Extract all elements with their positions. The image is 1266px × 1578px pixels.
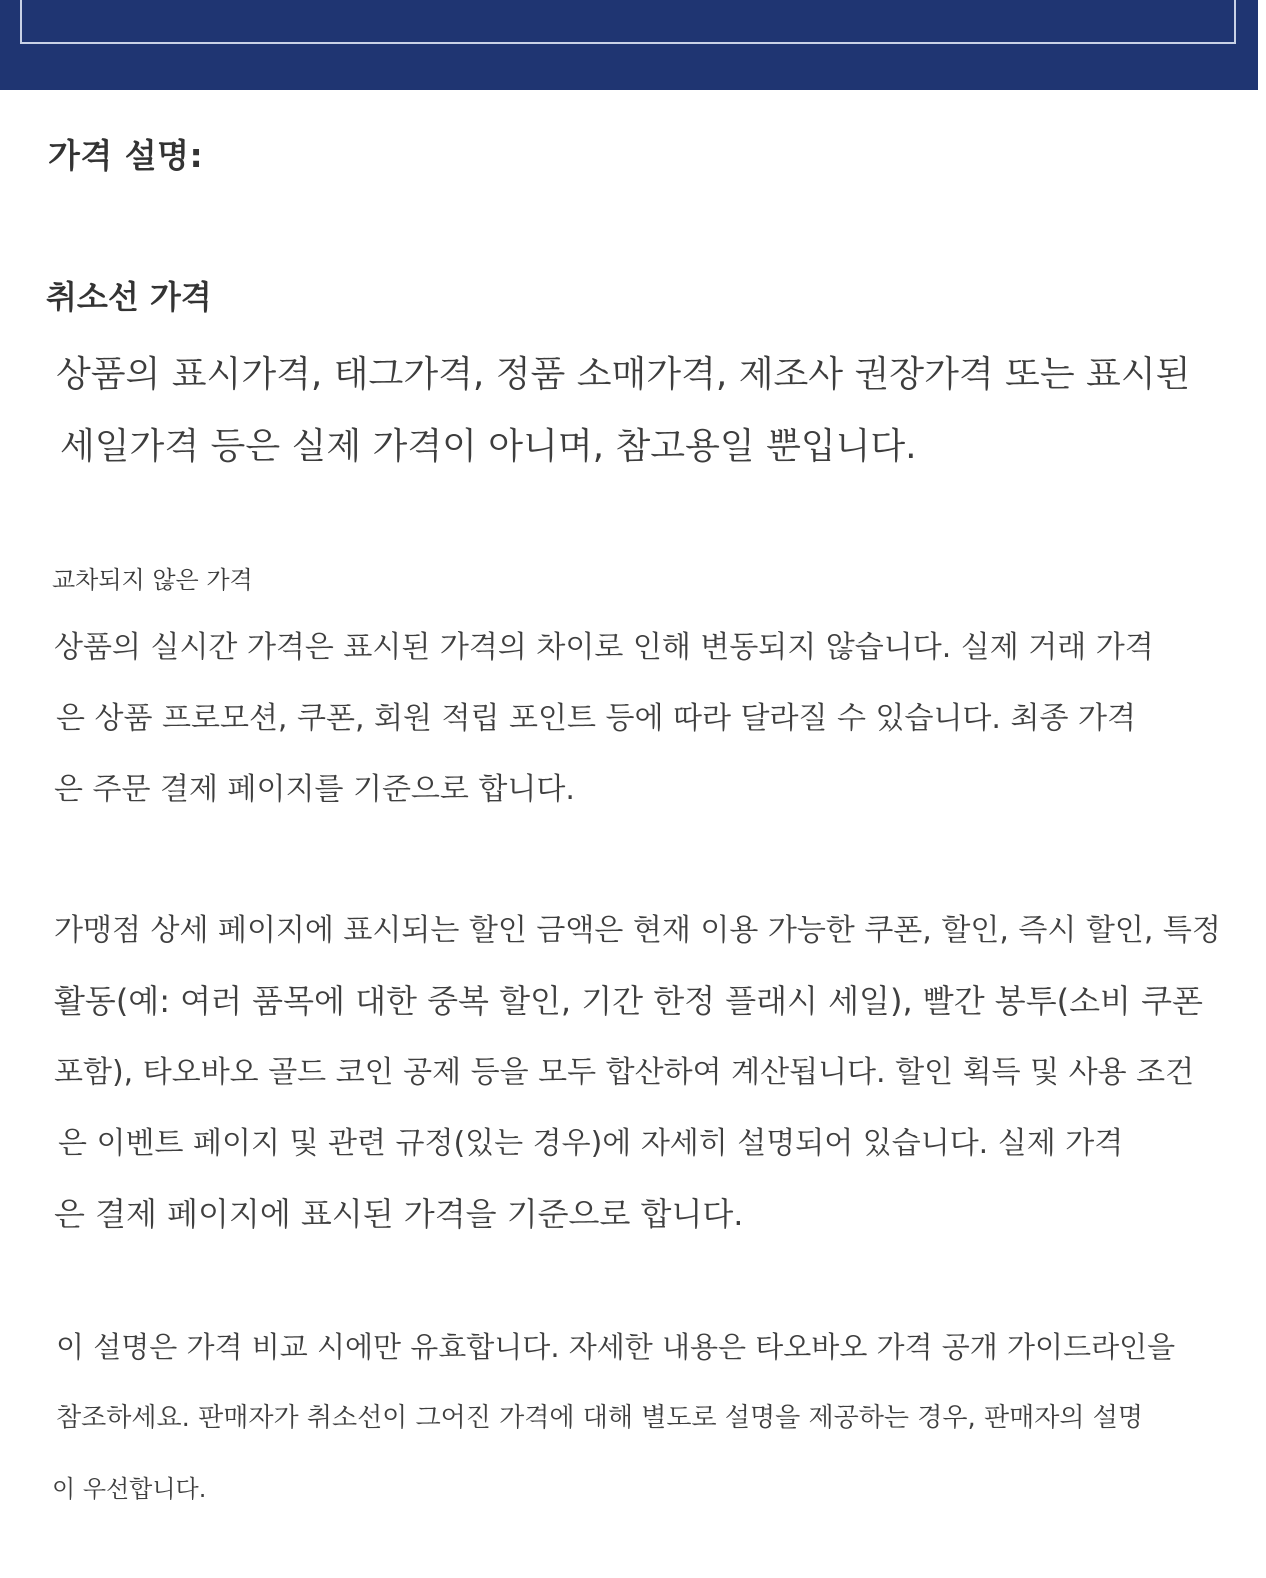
struck-price-line: 상품의 표시가격, 태그가격, 정품 소매가격, 제조사 권장가격 또는 표시된 (56, 354, 1191, 395)
note-line: 이 설명은 가격 비교 시에만 유효합니다. 자세한 내용은 타오바오 가격 공개 가이드라인을 (56, 1330, 1176, 1364)
struck-price-description (56, 339, 1190, 483)
unstruck-price-line: 은 상품 프로모션, 쿠폰, 회원 적립 포인트 등에 따라 달라질 수 있습니다. 최종 가격 (56, 701, 1136, 736)
struck-price-heading: 취소선 가격 (46, 278, 212, 316)
unstruck-price-heading: 교차되지 않은 가격 (52, 566, 253, 594)
price-note (52, 1312, 1175, 1525)
header-banner (0, 0, 1258, 90)
page-title: 가격 설명: (48, 136, 204, 175)
page-edge (1258, 0, 1266, 1578)
struck-price-line: 세일가격 등은 실제 가격이 아니며, 참고용일 뿐입니다. (60, 426, 917, 467)
discount-description (54, 895, 1221, 1250)
discount-line: 포함), 타오바오 골드 코인 공제 등을 모두 합산하여 계산됩니다. 할인 획득 및 사용 조건 (54, 1055, 1195, 1090)
discount-line: 활동(예: 여러 품목에 대한 중복 할인, 기간 한정 플래시 세일), 빨간 봉투(소비 쿠폰 (54, 982, 1203, 1020)
unstruck-price-line: 상품의 실시간 가격은 표시된 가격의 차이로 인해 변동되지 않습니다. 실제 거래 가격 (54, 630, 1154, 665)
banner-frame (20, 0, 1236, 44)
unstruck-price-description (54, 612, 1154, 825)
note-line: 참조하세요. 판매자가 취소선이 그어진 가격에 대해 별도로 설명을 제공하는 경우, 판매자의 설명 (56, 1403, 1143, 1433)
discount-line: 은 결제 페이지에 표시된 가격을 기준으로 합니다. (54, 1195, 744, 1233)
discount-line: 은 이벤트 페이지 및 관련 규정(있는 경우)에 자세히 설명되어 있습니다. 실제 가격 (58, 1126, 1124, 1161)
unstruck-price-line: 은 주문 결제 페이지를 기준으로 합니다. (54, 772, 575, 807)
note-line: 이 우선합니다. (52, 1475, 207, 1503)
discount-line: 가맹점 상세 페이지에 표시되는 할인 금액은 현재 이용 가능한 쿠폰, 할인, 즉시 할인, 특정 (54, 913, 1221, 948)
